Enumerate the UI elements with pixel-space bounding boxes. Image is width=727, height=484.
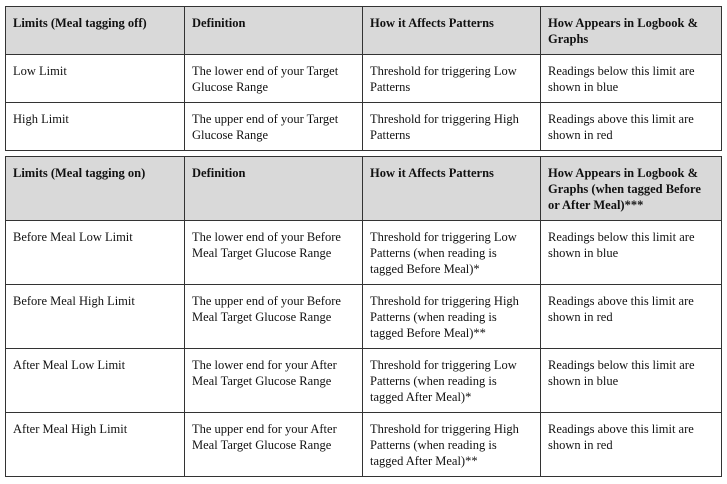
cell-logbook: Readings above this limit are shown in red xyxy=(541,413,722,477)
cell-limit: Before Meal High Limit xyxy=(6,285,185,349)
table-header-row xyxy=(6,7,722,55)
column-header-logbook: How Appears in Logbook & Graphs xyxy=(541,7,722,55)
cell-patterns: Threshold for triggering Low Patterns (when reading is tagged After Meal)* xyxy=(363,349,541,413)
cell-definition: The lower end of your Target Glucose Range xyxy=(185,55,363,103)
table-row xyxy=(6,349,722,413)
column-header-logbook: How Appears in Logbook & Graphs (when tagged Before or After Meal)*** xyxy=(541,157,722,221)
column-header-definition: Definition xyxy=(185,157,363,221)
cell-logbook: Readings above this limit are shown in red xyxy=(541,103,722,151)
column-header-limits: Limits (Meal tagging on) xyxy=(6,157,185,221)
cell-patterns: Threshold for triggering High Patterns (when reading is tagged After Meal)** xyxy=(363,413,541,477)
table-row xyxy=(6,221,722,285)
cell-limit: After Meal Low Limit xyxy=(6,349,185,413)
cell-patterns: Threshold for triggering High Patterns xyxy=(363,103,541,151)
table-row xyxy=(6,285,722,349)
cell-limit: Low Limit xyxy=(6,55,185,103)
cell-definition: The upper end for your After Meal Target Glucose Range xyxy=(185,413,363,477)
cell-definition: The lower end for your After Meal Target Glucose Range xyxy=(185,349,363,413)
limits-table-meal-tagging-on xyxy=(5,156,722,477)
cell-patterns: Threshold for triggering Low Patterns xyxy=(363,55,541,103)
column-header-limits: Limits (Meal tagging off) xyxy=(6,7,185,55)
cell-patterns: Threshold for triggering High Patterns (when reading is tagged Before Meal)** xyxy=(363,285,541,349)
cell-limit: After Meal High Limit xyxy=(6,413,185,477)
cell-logbook: Readings below this limit are shown in blue xyxy=(541,221,722,285)
cell-limit: High Limit xyxy=(6,103,185,151)
column-header-patterns: How it Affects Patterns xyxy=(363,157,541,221)
table-header-row xyxy=(6,157,722,221)
column-header-patterns: How it Affects Patterns xyxy=(363,7,541,55)
cell-logbook: Readings below this limit are shown in blue xyxy=(541,55,722,103)
table-row xyxy=(6,413,722,477)
cell-definition: The upper end of your Before Meal Target Glucose Range xyxy=(185,285,363,349)
table-row xyxy=(6,103,722,151)
cell-logbook: Readings above this limit are shown in red xyxy=(541,285,722,349)
cell-limit: Before Meal Low Limit xyxy=(6,221,185,285)
cell-logbook: Readings below this limit are shown in blue xyxy=(541,349,722,413)
table-row xyxy=(6,55,722,103)
cell-definition: The lower end of your Before Meal Target Glucose Range xyxy=(185,221,363,285)
limits-table-meal-tagging-off xyxy=(5,6,722,151)
cell-patterns: Threshold for triggering Low Patterns (when reading is tagged Before Meal)* xyxy=(363,221,541,285)
column-header-definition: Definition xyxy=(185,7,363,55)
cell-definition: The upper end of your Target Glucose Range xyxy=(185,103,363,151)
